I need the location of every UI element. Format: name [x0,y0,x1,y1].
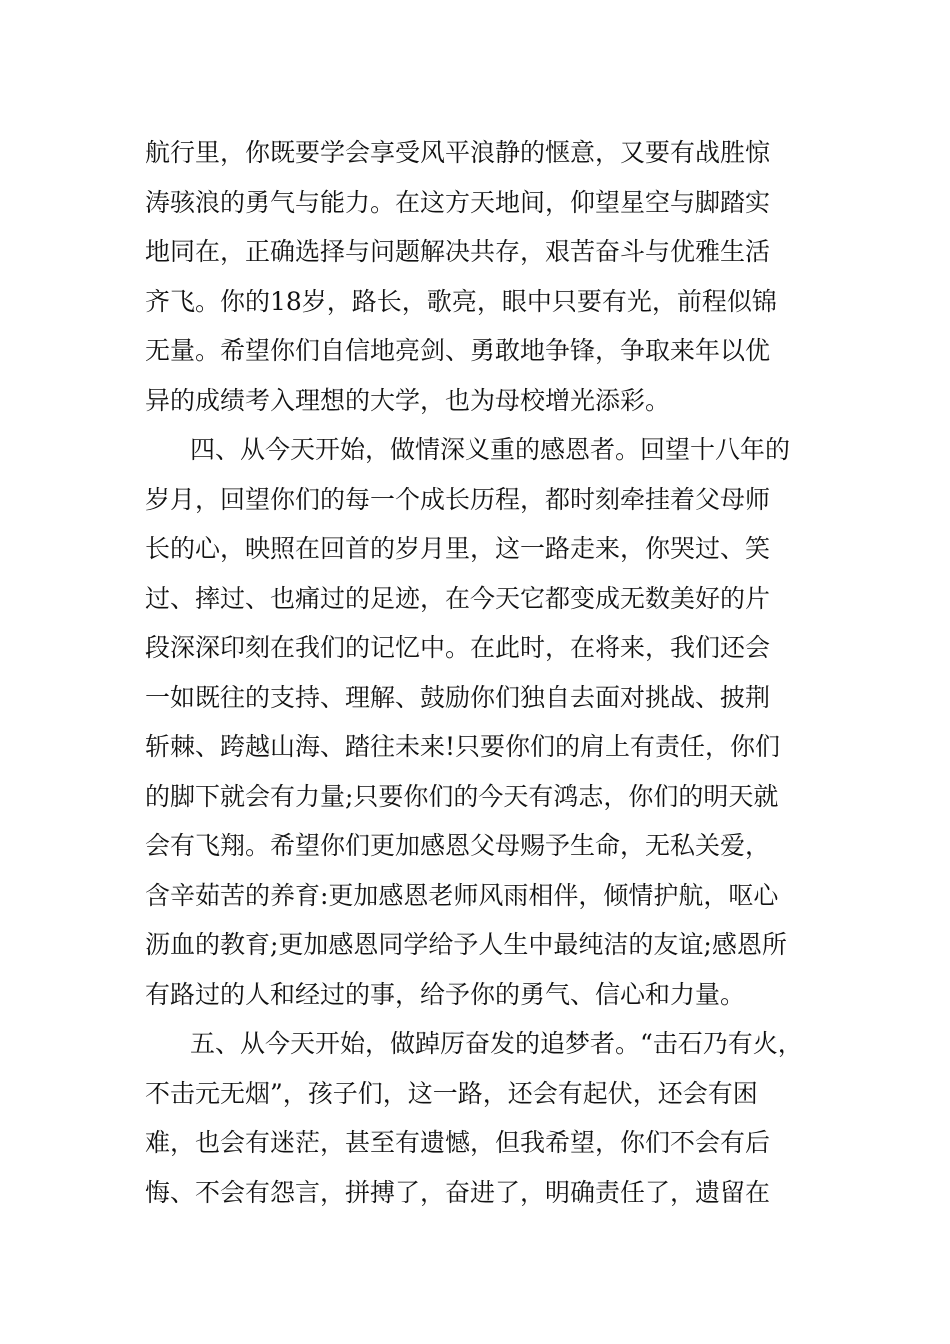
text-line: 的脚下就会有力量;只要你们的今天有鸿志，你们的明天就 [145,781,779,811]
text-line: 含辛茹苦的养育:更加感恩老师风雨相伴，倾情护航，呕心 [145,880,779,910]
text-line: 难，也会有迷茫，甚至有遗憾，但我希望，你们不会有后 [145,1128,771,1157]
text-line: 沥血的教育;更加感恩同学给予人生中最纯洁的友谊;感恩所 [145,930,787,959]
text-line: 会有飞翔。希望你们更加感恩父母赐予生命，无私关爱， [145,831,771,860]
text-line: 一如既往的支持、理解、鼓励你们独自去面对挑战、披荆 [145,682,771,712]
paragraph-start-line: 五、从今天开始，做踔厉奋发的追梦者。“击石乃有火， [190,1029,803,1058]
text-line: 涛骇浪的勇气与能力。在这方天地间，仰望星空与脚踏实 [145,187,771,217]
text-line: 斩棘、跨越山海、踏往未来!只要你们的肩上有责任，你们 [145,732,781,761]
text-line: 过、摔过、也痛过的足迹，在今天它都变成无数美好的片 [145,583,771,613]
text-line: 悔、不会有怨言，拼搏了，奋进了，明确责任了，遗留在 [145,1177,771,1207]
text-line: 有路过的人和经过的事，给予你的勇气、信心和力量。 [145,979,746,1009]
text-line: 异的成绩考入理想的大学，也为母校增光添彩。 [145,385,671,415]
text-line: 地同在，正确选择与问题解决共存，艰苦奋斗与优雅生活 [145,237,771,266]
text-line: 长的心，映照在回首的岁月里，这一路走来，你哭过、笑 [145,534,771,563]
text-line: 航行里，你既要学会享受风平浪静的惬意，又要有战胜惊 [145,138,771,167]
text-line: 段深深印刻在我们的记忆中。在此时，在将来，我们还会 [145,633,771,662]
text-line: 岁月，回望你们的每一个成长历程，都时刻牵挂着父母师 [145,484,771,514]
text-line: 齐飞。你的18岁，路长，歌亮，眼中只要有光，前程似锦 [145,286,777,316]
paragraph-start-line: 四、从今天开始，做情深义重的感恩者。回望十八年的 [190,435,791,464]
text-line: 不击元无烟”，孩子们，这一路，还会有起伏，还会有困 [145,1078,758,1108]
text-line: 无量。希望你们自信地亮剑、勇敢地争锋，争取来年以优 [145,336,771,365]
body-text [145,128,815,1217]
